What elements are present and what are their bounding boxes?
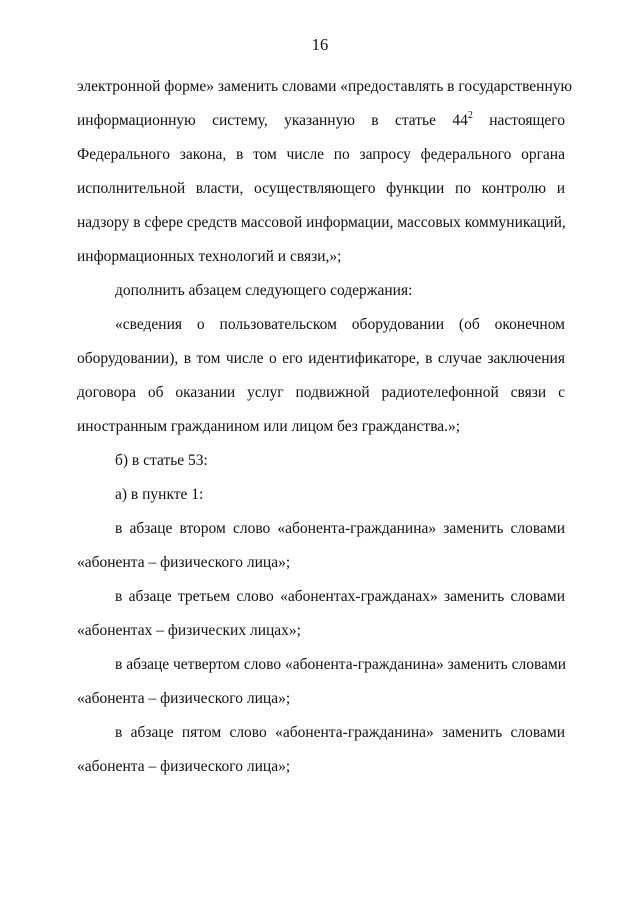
paragraph-4 xyxy=(77,444,565,478)
text-line: Федерального закона, в том числе по запросу федерального органа xyxy=(77,146,565,163)
paragraph-9 xyxy=(77,716,565,784)
text-fragment: настоящего xyxy=(489,112,565,129)
text-line: в абзаце третьем слово «абонентах-гражданах» заменить словами xyxy=(115,588,565,605)
paragraph-1 xyxy=(77,70,573,274)
document-body xyxy=(77,70,573,784)
text-line: договора об оказании услуг подвижной радиотелефонной связи с xyxy=(77,384,565,401)
paragraph-2 xyxy=(77,274,565,308)
article-superscript: 2 xyxy=(467,109,473,121)
text-line: «абонента – физического лица»; xyxy=(77,758,291,775)
paragraph-6 xyxy=(77,512,565,580)
text-line: электронной форме» заменить словами «предоставлять в государственную xyxy=(77,78,573,95)
text-line: б) в статье 53: xyxy=(115,452,208,469)
paragraph-8 xyxy=(77,648,565,716)
text-line: «абонентах – физических лицах»; xyxy=(77,622,301,639)
text-line: «абонента – физического лица»; xyxy=(77,690,291,707)
text-line: надзору в сфере средств массовой информации, массовых коммуникаций, xyxy=(77,214,566,231)
text-line: «абонента – физического лица»; xyxy=(77,554,291,571)
paragraph-5 xyxy=(77,478,565,512)
text-line: дополнить абзацем следующего содержания: xyxy=(115,282,413,299)
text-line: иностранным гражданином или лицом без гражданства.»; xyxy=(77,418,461,435)
text-fragment: информационную систему, указанную в статье 44 xyxy=(77,112,468,129)
paragraph-7 xyxy=(77,580,565,648)
page-number: 16 xyxy=(311,35,329,54)
text-line-with-superscript xyxy=(77,104,565,138)
text-line: в абзаце втором слово «абонента-гражданина» заменить словами xyxy=(115,520,565,537)
text-line: в абзаце пятом слово «абонента-гражданина» заменить словами xyxy=(115,724,565,741)
text-line: а) в пункте 1: xyxy=(115,486,204,503)
paragraph-3 xyxy=(77,308,565,444)
text-line: исполнительной власти, осуществляющего функции по контролю и xyxy=(77,180,565,197)
text-line: информационных технологий и связи,»; xyxy=(77,248,342,265)
text-line: «сведения о пользовательском оборудовании (об оконечном xyxy=(115,316,565,333)
text-line: оборудовании), в том числе о его идентификаторе, в случае заключения xyxy=(77,350,565,367)
text-line: в абзаце четвертом слово «абонента-гражданина» заменить словами xyxy=(115,656,567,673)
